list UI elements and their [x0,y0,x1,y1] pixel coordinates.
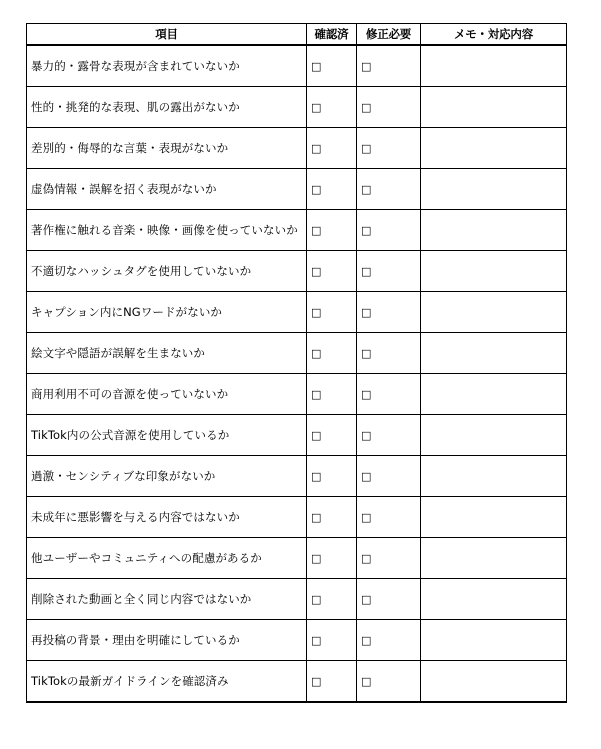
memo-cell[interactable] [421,87,567,128]
table-row [27,374,567,415]
memo-cell[interactable] [421,538,567,579]
memo-cell[interactable] [421,128,567,169]
table-row [27,661,567,703]
checklist-item-label: 商用利用不可の音源を使っていないか [27,374,307,415]
checklist-item-label: 他ユーザーやコミュニティへの配慮があるか [27,538,307,579]
confirmed-checkbox[interactable]: □ [311,469,322,483]
confirmed-checkbox[interactable]: □ [311,674,322,688]
checklist-item-label: 不適切なハッシュタグを使用していないか [27,251,307,292]
needs-fix-checkbox[interactable]: □ [361,633,372,647]
header-item: 項目 [27,24,307,46]
needs-fix-checkbox[interactable]: □ [361,223,372,237]
needs-fix-checkbox[interactable]: □ [361,592,372,606]
checklist-table [26,23,567,703]
needs-fix-cell [357,210,421,251]
header-row [27,24,567,46]
table-row [27,45,567,87]
confirmed-cell [307,169,357,210]
needs-fix-cell [357,415,421,456]
table-row [27,292,567,333]
needs-fix-checkbox[interactable]: □ [361,141,372,155]
table-row [27,210,567,251]
needs-fix-cell [357,45,421,87]
confirmed-checkbox[interactable]: □ [311,264,322,278]
needs-fix-checkbox[interactable]: □ [361,674,372,688]
checklist-item-label: 性的・挑発的な表現、肌の露出がないか [27,87,307,128]
memo-cell[interactable] [421,415,567,456]
needs-fix-cell [357,456,421,497]
needs-fix-checkbox[interactable]: □ [361,387,372,401]
needs-fix-checkbox[interactable]: □ [361,510,372,524]
checklist-item-label: 暴力的・露骨な表現が含まれていないか [27,45,307,87]
confirmed-cell [307,538,357,579]
checklist-item-label: 再投稿の背景・理由を明確にしているか [27,620,307,661]
needs-fix-checkbox[interactable]: □ [361,346,372,360]
confirmed-checkbox[interactable]: □ [311,141,322,155]
needs-fix-cell [357,579,421,620]
confirmed-cell [307,415,357,456]
confirmed-checkbox[interactable]: □ [311,346,322,360]
table-row [27,333,567,374]
table-row [27,169,567,210]
confirmed-cell [307,292,357,333]
needs-fix-checkbox[interactable]: □ [361,305,372,319]
confirmed-checkbox[interactable]: □ [311,510,322,524]
confirmed-checkbox[interactable]: □ [311,633,322,647]
needs-fix-checkbox[interactable]: □ [361,264,372,278]
needs-fix-cell [357,292,421,333]
checklist-item-label: 未成年に悪影響を与える内容ではないか [27,497,307,538]
checklist-item-label: 過激・センシティブな印象がないか [27,456,307,497]
needs-fix-checkbox[interactable]: □ [361,59,372,73]
table-row [27,497,567,538]
confirmed-checkbox[interactable]: □ [311,551,322,565]
confirmed-cell [307,45,357,87]
confirmed-cell [307,456,357,497]
memo-cell[interactable] [421,579,567,620]
confirmed-cell [307,497,357,538]
needs-fix-cell [357,87,421,128]
confirmed-checkbox[interactable]: □ [311,100,322,114]
needs-fix-cell [357,251,421,292]
memo-cell[interactable] [421,210,567,251]
confirmed-checkbox[interactable]: □ [311,387,322,401]
needs-fix-cell [357,538,421,579]
confirmed-checkbox[interactable]: □ [311,59,322,73]
checklist-item-label: TikTok内の公式音源を使用しているか [27,415,307,456]
memo-cell[interactable] [421,456,567,497]
header-needs-fix: 修正必要 [357,24,421,46]
needs-fix-checkbox[interactable]: □ [361,551,372,565]
confirmed-cell [307,251,357,292]
confirmed-cell [307,210,357,251]
confirmed-checkbox[interactable]: □ [311,182,322,196]
table-row [27,620,567,661]
memo-cell[interactable] [421,292,567,333]
confirmed-cell [307,661,357,703]
table-row [27,415,567,456]
checklist-item-label: キャプション内にNGワードがないか [27,292,307,333]
confirmed-cell [307,374,357,415]
needs-fix-checkbox[interactable]: □ [361,469,372,483]
needs-fix-checkbox[interactable]: □ [361,428,372,442]
memo-cell[interactable] [421,661,567,703]
needs-fix-cell [357,497,421,538]
confirmed-cell [307,128,357,169]
checklist-item-label: 著作権に触れる音楽・映像・画像を使っていないか [27,210,307,251]
memo-cell[interactable] [421,45,567,87]
confirmed-cell [307,333,357,374]
memo-cell[interactable] [421,251,567,292]
table-row [27,538,567,579]
checklist-item-label: TikTokの最新ガイドラインを確認済み [27,661,307,703]
checklist-item-label: 削除された動画と全く同じ内容ではないか [27,579,307,620]
needs-fix-cell [357,374,421,415]
header-memo: メモ・対応内容 [421,24,567,46]
memo-cell[interactable] [421,497,567,538]
checklist-body [27,45,567,702]
table-row [27,87,567,128]
checklist-sheet [26,23,566,703]
needs-fix-cell [357,333,421,374]
checklist-item-label: 虚偽情報・誤解を招く表現がないか [27,169,307,210]
confirmed-checkbox[interactable]: □ [311,592,322,606]
needs-fix-checkbox[interactable]: □ [361,182,372,196]
needs-fix-cell [357,661,421,703]
needs-fix-cell [357,128,421,169]
confirmed-checkbox[interactable]: □ [311,223,322,237]
table-row [27,251,567,292]
confirmed-cell [307,579,357,620]
confirmed-checkbox[interactable]: □ [311,428,322,442]
checklist-item-label: 絵文字や隠語が誤解を生まないか [27,333,307,374]
confirmed-cell [307,620,357,661]
confirmed-cell [307,87,357,128]
header-confirmed: 確認済 [307,24,357,46]
checklist-item-label: 差別的・侮辱的な言葉・表現がないか [27,128,307,169]
memo-cell[interactable] [421,169,567,210]
table-row [27,128,567,169]
memo-cell[interactable] [421,333,567,374]
needs-fix-cell [357,169,421,210]
confirmed-checkbox[interactable]: □ [311,305,322,319]
needs-fix-checkbox[interactable]: □ [361,100,372,114]
needs-fix-cell [357,620,421,661]
table-row [27,579,567,620]
memo-cell[interactable] [421,374,567,415]
memo-cell[interactable] [421,620,567,661]
table-row [27,456,567,497]
